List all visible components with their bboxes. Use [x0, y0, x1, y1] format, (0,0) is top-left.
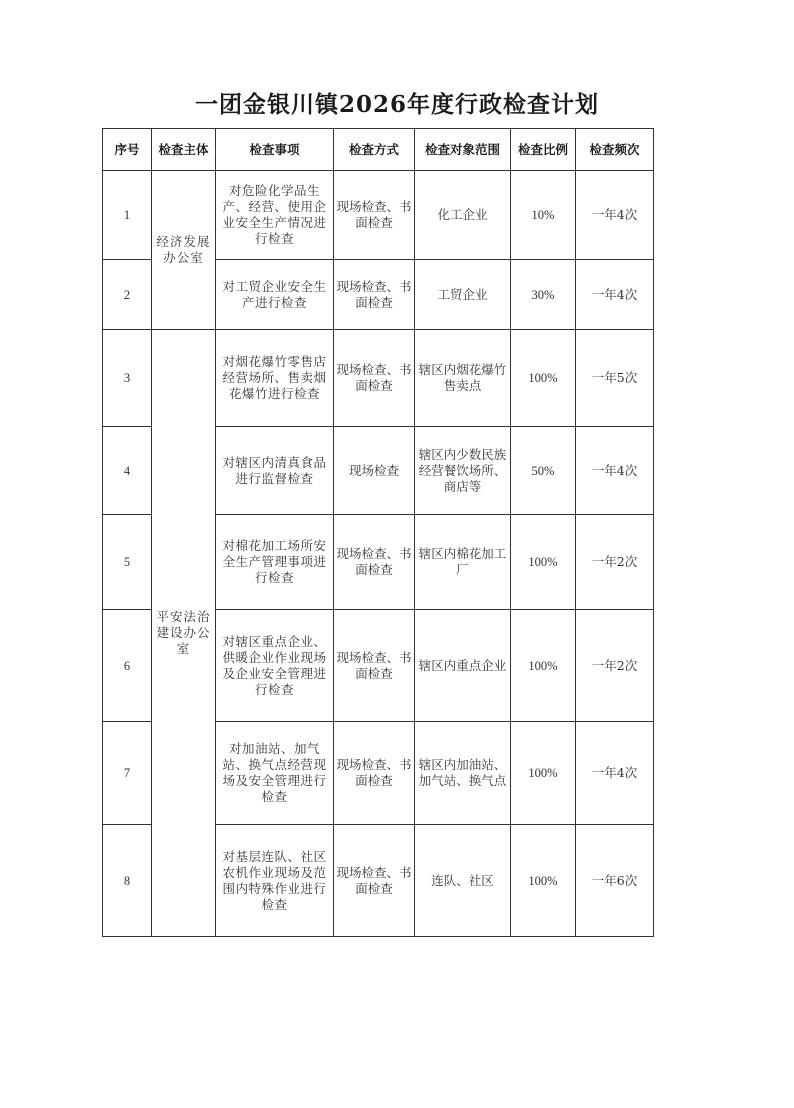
row-no: 4	[103, 427, 152, 515]
page-title: 一团金银川镇2026年度行政检查计划	[194, 91, 599, 118]
scope-cell: 辖区内烟花爆竹售卖点	[415, 330, 511, 427]
method-cell: 现场检查、书面检查	[334, 171, 415, 260]
header-method: 检查方式	[334, 129, 415, 171]
ratio-cell: 100%	[511, 825, 576, 937]
header-subject: 检查主体	[152, 129, 216, 171]
item-cell: 对烟花爆竹零售店经营场所、售卖烟花爆竹进行检查	[216, 330, 334, 427]
item-cell: 对基层连队、社区农机作业现场及范围内特殊作业进行检查	[216, 825, 334, 937]
freq-cell: 一年2次	[576, 610, 654, 722]
ratio-cell: 100%	[511, 722, 576, 825]
freq-cell: 一年4次	[576, 171, 654, 260]
header-row	[103, 129, 654, 171]
method-cell: 现场检查、书面检查	[334, 825, 415, 937]
header-ratio: 检查比例	[511, 129, 576, 171]
header-item: 检查事项	[216, 129, 334, 171]
method-cell: 现场检查	[334, 427, 415, 515]
freq-cell: 一年5次	[576, 330, 654, 427]
ratio-cell: 100%	[511, 610, 576, 722]
row-no: 7	[103, 722, 152, 825]
item-cell: 对工贸企业安全生产进行检查	[216, 260, 334, 330]
method-cell: 现场检查、书面检查	[334, 330, 415, 427]
method-cell: 现场检查、书面检查	[334, 722, 415, 825]
header-scope: 检查对象范围	[415, 129, 511, 171]
row-no: 1	[103, 171, 152, 260]
scope-cell: 辖区内加油站、加气站、换气点	[415, 722, 511, 825]
scope-cell: 辖区内棉花加工厂	[415, 515, 511, 610]
ratio-cell: 100%	[511, 515, 576, 610]
row-no: 8	[103, 825, 152, 937]
table-row	[103, 330, 654, 427]
row-no: 5	[103, 515, 152, 610]
item-cell: 对棉花加工场所安全生产管理事项进行检查	[216, 515, 334, 610]
method-cell: 现场检查、书面检查	[334, 515, 415, 610]
subject-cell: 平安法治建设办公室	[152, 330, 216, 937]
row-no: 3	[103, 330, 152, 427]
item-cell: 对加油站、加气站、换气点经营现场及安全管理进行检查	[216, 722, 334, 825]
scope-cell: 辖区内重点企业	[415, 610, 511, 722]
scope-cell: 化工企业	[415, 171, 511, 260]
ratio-cell: 100%	[511, 330, 576, 427]
header-freq: 检查频次	[576, 129, 654, 171]
inspection-plan-table	[102, 128, 654, 937]
method-cell: 现场检查、书面检查	[334, 260, 415, 330]
freq-cell: 一年2次	[576, 515, 654, 610]
item-cell: 对危险化学品生产、经营、使用企业安全生产情况进行检查	[216, 171, 334, 260]
scope-cell: 辖区内少数民族经营餐饮场所、商店等	[415, 427, 511, 515]
scope-cell: 连队、社区	[415, 825, 511, 937]
header-no: 序号	[103, 129, 152, 171]
ratio-cell: 10%	[511, 171, 576, 260]
subject-cell: 经济发展办公室	[152, 171, 216, 330]
row-no: 2	[103, 260, 152, 330]
row-no: 6	[103, 610, 152, 722]
scope-cell: 工贸企业	[415, 260, 511, 330]
item-cell: 对辖区内清真食品进行监督检查	[216, 427, 334, 515]
item-cell: 对辖区重点企业、供暖企业作业现场及企业安全管理进行检查	[216, 610, 334, 722]
ratio-cell: 30%	[511, 260, 576, 330]
table-row	[103, 171, 654, 260]
freq-cell: 一年4次	[576, 260, 654, 330]
method-cell: 现场检查、书面检查	[334, 610, 415, 722]
freq-cell: 一年6次	[576, 825, 654, 937]
freq-cell: 一年4次	[576, 427, 654, 515]
freq-cell: 一年4次	[576, 722, 654, 825]
ratio-cell: 50%	[511, 427, 576, 515]
